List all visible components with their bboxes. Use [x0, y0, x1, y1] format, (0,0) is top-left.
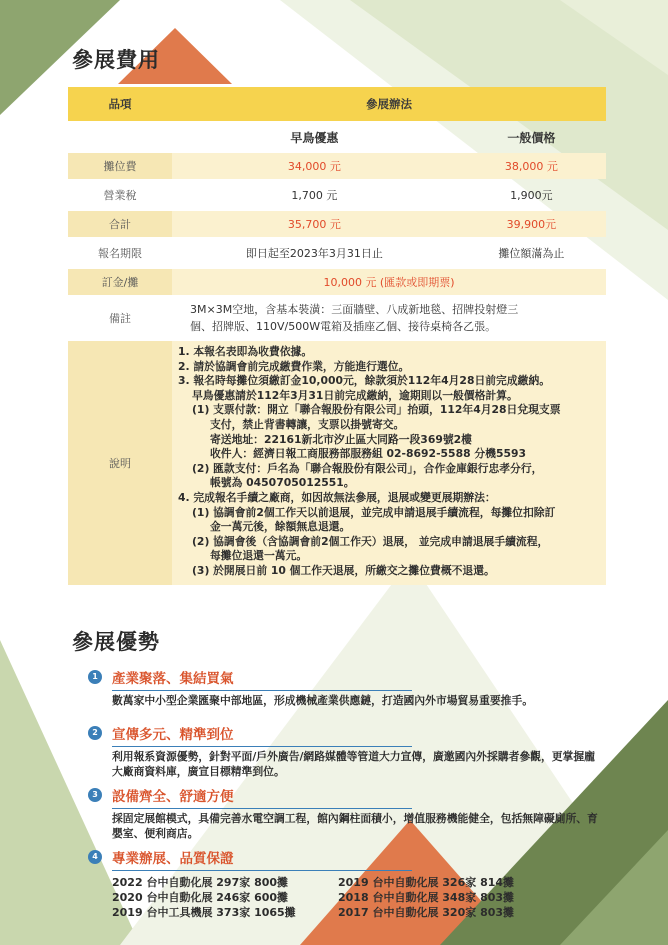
subheader-early: 早鳥優惠	[290, 130, 339, 145]
number-badge: 3	[88, 788, 102, 802]
advantage-title: 產業聚落、集結買氣	[112, 667, 412, 691]
early-tax: 1,700 元	[291, 189, 338, 202]
advantage-desc: 採固定展館模式，具備完善水電空調工程，館內鋼柱面積小，增值服務機能健全，包括無障礙廁所、育嬰室、便利商店。	[112, 812, 598, 840]
number-badge: 1	[88, 670, 102, 684]
table-header-row	[68, 87, 606, 121]
section-title-advantages: 參展優勢	[72, 630, 160, 654]
table-row	[68, 269, 606, 295]
row-label: 攤位費	[68, 153, 172, 179]
table-subheader-row	[68, 124, 606, 150]
table-row	[68, 240, 606, 266]
normal-tax: 1,900元	[510, 189, 553, 202]
table-row	[68, 298, 606, 338]
subheader-normal: 一般價格	[507, 130, 556, 145]
table-row	[68, 211, 606, 237]
row-label: 合計	[68, 211, 172, 237]
early-price: 34,000 元	[172, 153, 457, 179]
section-title-fees: 參展費用	[72, 48, 160, 72]
row-label: 營業稅	[103, 189, 137, 202]
advantage-desc: 利用報系資源優勢，針對平面/戶外廣告/網路媒體等管道大力宣傳，廣邀國內外採購者參觀，更掌握龐大廠商資料庫，廣宣目標精準到位。	[112, 750, 595, 778]
advantage-title: 設備齊全、舒適方便	[112, 785, 412, 809]
row-label: 備註	[109, 312, 131, 325]
row-label: 說明	[68, 341, 172, 585]
show-history-list	[112, 875, 514, 920]
table-row	[68, 341, 606, 585]
header-item: 品項	[68, 87, 172, 121]
table-row	[68, 153, 606, 179]
row-label: 報名期限	[98, 247, 142, 260]
table-row	[68, 182, 606, 208]
advantage-title: 專業辦展、品質保證	[112, 847, 412, 871]
early-deadline: 即日起至2023年3月31日止	[245, 247, 383, 260]
normal-total: 39,900元	[457, 211, 606, 237]
explain-text: 1. 本報名表即為收費依據。 2. 請於協調會前完成繳費作業，方能進行選位。 3. 報名時每攤位須繳訂金10,000元，餘款須於112年4月28日前完成繳納。 早鳥優惠請於112年3月31日前完成繳納，逾期則以一般價格計算。 (1) 支票付款：開立「聯合報股份有限公司」抬頭，112年4月28日兌現支票 支付，禁止背書轉讓，支票以掛號寄交。 寄送地址：22161新北市汐止區大同路一段369號2樓 收件人：經濟日報工商服務部服務組 02-8692-5588 分機5593 (2) 匯款支付：戶名為「聯合報股份有限公司」，合作金庫銀行忠孝分行， 帳號為 0450705012551。 4. 完成報名手續之廠商，如因故無法參展，退展或變更展期辦法： (1) 協調會前2個工作天以前退展，並完成申請退展手續流程，每攤位扣除訂 金一萬元後，餘額無息退還。 (2) 協調會後（含協調會前2個工作天）退展， 並完成申請退展手續流程， 每攤位退還一萬元。 (3) 於開展日前 10 個工作天退展，所繳交之攤位費概不退還。	[172, 341, 606, 585]
list-item: 2019 台中工具機展 373家 1065攤 2017 台中自動化展 320家 803攤	[112, 906, 515, 919]
list-item: 2020 台中自動化展 246家 600攤 2018 台中自動化展 348家 803攤	[112, 891, 515, 904]
list-item: 2022 台中自動化展 297家 800攤 2019 台中自動化展 326家 814攤	[112, 876, 515, 889]
fee-table	[68, 84, 606, 588]
advantage-desc: 數萬家中小型企業匯聚中部地區，形成機械產業供應鏈，打造國內外市場貿易重要推手。	[112, 694, 534, 707]
header-method: 參展辦法	[172, 87, 606, 121]
normal-deadline: 攤位額滿為止	[498, 247, 565, 260]
early-total: 35,700 元	[172, 211, 457, 237]
number-badge: 4	[88, 850, 102, 864]
deposit-value: 10,000 元 (匯款或即期票)	[172, 269, 606, 295]
number-badge: 2	[88, 726, 102, 740]
normal-price: 38,000 元	[457, 153, 606, 179]
advantage-title: 宣傳多元、精準到位	[112, 723, 412, 747]
row-label: 訂金/攤	[68, 269, 172, 295]
notes-text: 3M×3M空地，含基本裝潢：三面牆壁、八成新地毯、招牌投射燈三 個、招牌版、110V/500W電箱及插座乙個、接待桌椅各乙張。	[190, 303, 519, 333]
